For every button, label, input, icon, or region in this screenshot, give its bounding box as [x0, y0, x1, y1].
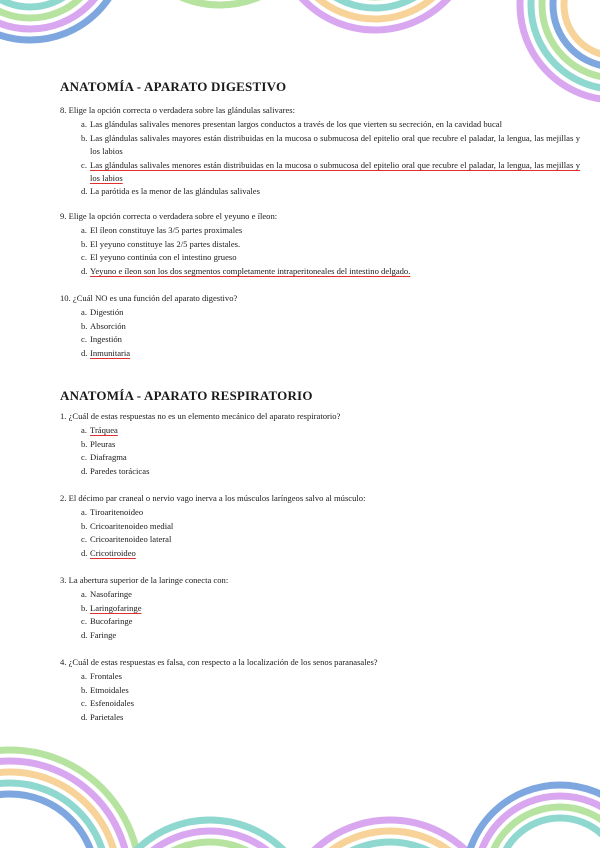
option-b[interactable]: b. El yeyuno constituye las 2/5 partes distales.: [81, 238, 241, 249]
correct-answer-underline: Las glándulas salivales menores están distribuidas en la mucosa o submucosa del epitelio oral que recubre el paladar, la lengua, las mejillas y los labios: [90, 159, 580, 184]
option-c[interactable]: c. Diafragma: [81, 452, 127, 463]
option-b[interactable]: b. Las glándulas salivales mayores están distribuidas en la mucosa o submucosa del epitelio oral que recubre el paladar, la lengua, las mejillas y los labios: [81, 132, 580, 157]
question-8: [60, 104, 580, 199]
correct-answer-underline: Laringofaringe: [90, 602, 142, 613]
question-3: [60, 574, 580, 642]
arc-cluster-bottom-center: [105, 820, 500, 848]
options-list: [60, 118, 580, 198]
option-c[interactable]: c. Bucofaringe: [81, 616, 133, 627]
option-b[interactable]: b. Absorción: [81, 320, 126, 331]
option-a[interactable]: a. Digestión: [81, 307, 124, 318]
option-a[interactable]: a. El íleon constituye las 3/5 partes proximales: [81, 225, 243, 236]
options-list: [60, 670, 580, 724]
question-text: 2. El décimo par craneal o nervio vago inerva a los músculos laríngeos salvo al músculo:: [60, 493, 366, 503]
arc-cluster-top-right: [520, 0, 600, 100]
option-a[interactable]: a. Nasofaringe: [81, 589, 132, 600]
option-b[interactable]: b. Etmoidales: [81, 684, 129, 695]
arc-cluster-top-center: [120, 0, 475, 30]
question-1: [60, 410, 580, 478]
question-text: 10. ¿Cuál NO es una función del aparato digestivo?: [60, 293, 238, 303]
option-d[interactable]: d. Paredes torácicas: [81, 465, 150, 476]
option-c[interactable]: c. Esfenoidales: [81, 698, 134, 709]
option-b-correct[interactable]: b. Laringofaringe: [81, 602, 142, 613]
options-list: [60, 424, 580, 478]
option-d-correct[interactable]: d. Cricotiroideo: [81, 547, 136, 558]
option-d[interactable]: d. La parótida es la menor de las glándulas salivales: [81, 186, 260, 197]
options-list: [60, 306, 580, 360]
option-a[interactable]: a. Las glándulas salivales menores presentan largos conductos a través de los que vierten su secreción, en la cavidad bucal: [81, 119, 502, 130]
question-text: 9. Elige la opción correcta o verdadera sobre el yeyuno e íleon:: [60, 211, 278, 221]
option-a[interactable]: a. Frontales: [81, 671, 122, 682]
correct-answer-underline: Inmunitaria: [90, 347, 131, 358]
section-title-respiratorio: ANATOMÍA - APARATO RESPIRATORIO: [60, 388, 313, 403]
arc-cluster-bottom-left: [0, 750, 140, 848]
question-2: [60, 492, 580, 560]
option-d-correct[interactable]: d. Yeyuno e íleon son los dos segmentos completamente intraperitoneales del intestino delgado.: [81, 265, 411, 276]
option-b[interactable]: b. Pleuras: [81, 438, 116, 449]
option-a-correct[interactable]: a. Tráquea: [81, 425, 118, 436]
question-9: [60, 210, 580, 278]
option-c[interactable]: c. El yeyuno continúa con el intestino grueso: [81, 252, 237, 263]
section-title-digestivo: ANATOMÍA - APARATO DIGESTIVO: [60, 79, 287, 94]
option-d[interactable]: d. Parietales: [81, 711, 124, 722]
arc-cluster-bottom-right: [465, 785, 600, 848]
question-10: [60, 292, 580, 360]
question-text: 8. Elige la opción correcta o verdadera sobre las glándulas salivares:: [60, 105, 296, 115]
option-d[interactable]: d. Faringe: [81, 629, 117, 640]
question-text: 3. La abertura superior de la laringe conecta con:: [60, 575, 229, 585]
question-text: 4. ¿Cuál de estas respuestas es falsa, con respecto a la localización de los senos paranasales?: [60, 657, 378, 667]
option-c[interactable]: c. Cricoaritenoideo lateral: [81, 534, 172, 545]
option-c-correct[interactable]: c. Las glándulas salivales menores están distribuidas en la mucosa o submucosa del epitelio oral que recubre el paladar, la lengua, las mejillas y los labios: [81, 159, 580, 184]
correct-answer-underline: Yeyuno e íleon son los dos segmentos completamente intraperitoneales del intestino delgado.: [90, 265, 411, 276]
options-list: [60, 588, 580, 642]
correct-answer-underline: Cricotiroideo: [90, 547, 136, 558]
options-list: [60, 506, 580, 560]
option-b[interactable]: b. Cricoaritenoideo medial: [81, 520, 174, 531]
option-d-correct[interactable]: d. Inmunitaria: [81, 347, 131, 358]
correct-answer-underline: Tráquea: [90, 425, 118, 436]
options-list: [60, 224, 580, 278]
question-text: 1. ¿Cuál de estas respuestas no es un elemento mecánico del aparato respiratorio?: [60, 411, 341, 421]
option-c[interactable]: c. Ingestión: [81, 334, 122, 345]
option-a[interactable]: a. Tiroaritenoideo: [81, 507, 144, 518]
arc-cluster-top-left: [0, 0, 125, 40]
question-4: [60, 656, 580, 724]
